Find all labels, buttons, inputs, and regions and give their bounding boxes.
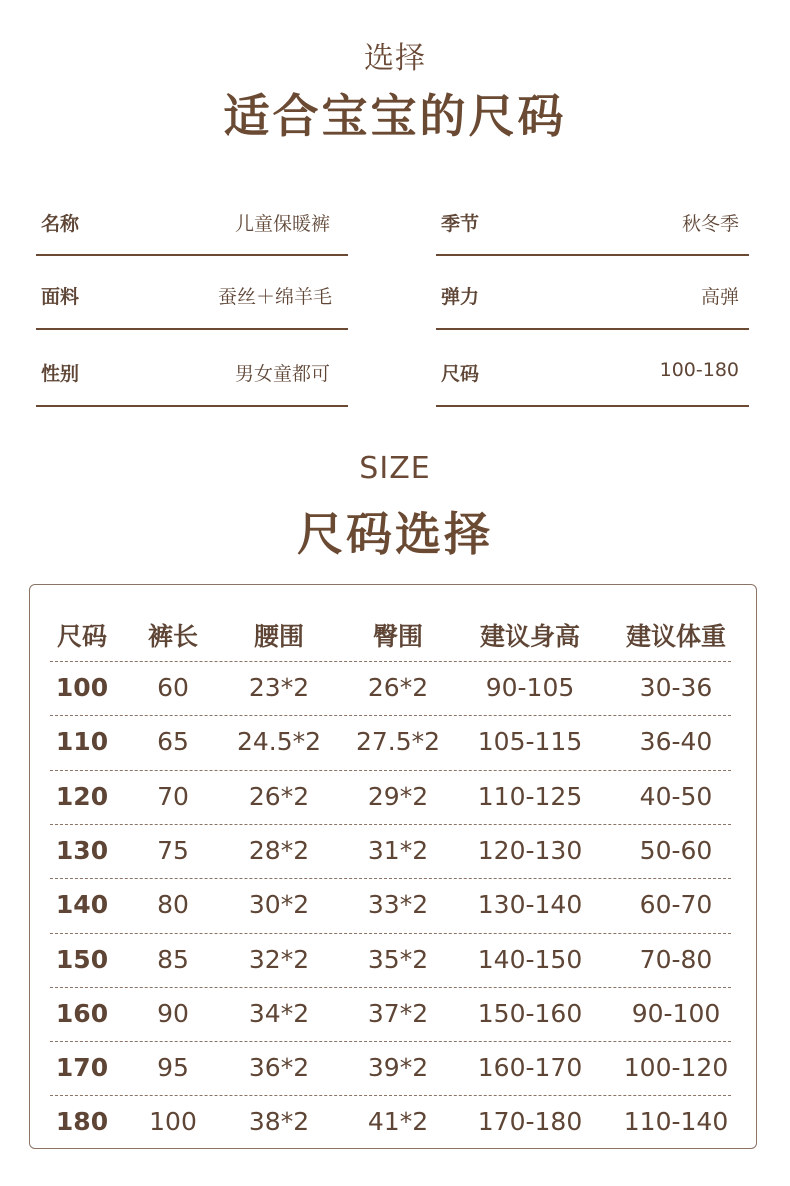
spec-row-name	[36, 205, 348, 256]
cell-length: 70	[157, 781, 189, 811]
cell-height: 140-150	[477, 944, 583, 974]
cell-hip: 39*2	[367, 1053, 429, 1083]
table-row	[0, 933, 790, 987]
spec-label: 名称	[41, 213, 80, 235]
cell-waist: 23*2	[248, 673, 310, 702]
cell-hip: 37*2	[367, 998, 429, 1028]
cell-weight: 30-36	[639, 673, 713, 702]
cell-length: 95	[157, 1053, 189, 1083]
header-hip: 臀围	[372, 622, 424, 651]
size-section-title: 尺码选择	[297, 507, 493, 561]
cell-waist: 34*2	[248, 998, 310, 1028]
spec-row-season	[436, 205, 749, 256]
cell-size: 150	[55, 944, 109, 974]
cell-size: 130	[55, 835, 109, 865]
cell-hip: 31*2	[367, 835, 429, 865]
table-row	[0, 770, 790, 824]
cell-size: 110	[55, 727, 109, 757]
cell-size: 100	[55, 673, 109, 702]
header-length: 裤长	[147, 622, 199, 651]
cell-length: 75	[157, 835, 189, 865]
spec-value: 100-180	[659, 359, 739, 381]
cell-size: 170	[55, 1053, 109, 1083]
spec-row-fabric	[36, 282, 348, 330]
cell-waist: 38*2	[248, 1107, 310, 1137]
cell-weight: 60-70	[639, 890, 713, 920]
cell-height: 120-130	[477, 835, 583, 865]
section-subtitle: 选择	[364, 41, 426, 76]
spec-label: 弹力	[441, 286, 480, 308]
cell-weight: 40-50	[639, 781, 713, 811]
cell-size: 140	[55, 890, 109, 920]
spec-value: 蚕丝＋绵羊毛	[217, 286, 332, 308]
cell-hip: 35*2	[367, 944, 429, 974]
cell-weight: 70-80	[639, 944, 713, 974]
table-row	[0, 1095, 790, 1149]
cell-height: 105-115	[477, 727, 583, 757]
cell-waist: 28*2	[248, 835, 310, 865]
header-waist: 腰围	[253, 622, 305, 651]
cell-weight: 100-120	[623, 1053, 729, 1083]
spec-value: 高弹	[700, 286, 739, 308]
cell-size: 180	[55, 1107, 109, 1137]
cell-length: 65	[157, 727, 189, 757]
spec-label: 面料	[41, 286, 80, 308]
header-size: 尺码	[56, 622, 108, 651]
table-row	[0, 987, 790, 1041]
size-table-header	[0, 617, 790, 657]
cell-length: 100	[149, 1107, 197, 1137]
cell-length: 60	[157, 673, 189, 702]
table-row	[0, 878, 790, 932]
cell-length: 85	[157, 944, 189, 974]
cell-waist: 32*2	[248, 944, 310, 974]
spec-row-gender	[36, 359, 348, 407]
spec-row-elasticity	[436, 282, 749, 330]
cell-hip: 41*2	[367, 1107, 429, 1137]
cell-waist: 26*2	[248, 781, 310, 811]
cell-hip: 33*2	[367, 890, 429, 920]
spec-value: 儿童保暖裤	[234, 213, 330, 235]
size-section-subtitle: SIZE	[359, 451, 431, 486]
spec-label: 季节	[441, 213, 480, 235]
table-row	[0, 661, 790, 715]
cell-weight: 36-40	[639, 727, 713, 757]
table-row	[0, 715, 790, 769]
cell-weight: 110-140	[623, 1107, 729, 1137]
page-title: 适合宝宝的尺码	[223, 89, 567, 143]
cell-hip: 27.5*2	[355, 727, 441, 757]
spec-row-size-range	[436, 359, 749, 407]
cell-waist: 36*2	[248, 1053, 310, 1083]
header-weight: 建议体重	[625, 622, 727, 651]
spec-value: 男女童都可	[234, 363, 330, 385]
spec-label: 尺码	[441, 363, 480, 385]
cell-height: 160-170	[477, 1053, 583, 1083]
cell-length: 90	[157, 998, 189, 1028]
spec-value: 秋冬季	[681, 213, 739, 235]
cell-height: 110-125	[477, 781, 583, 811]
cell-waist: 30*2	[248, 890, 310, 920]
table-row	[0, 824, 790, 878]
header-height: 建议身高	[479, 622, 581, 651]
cell-height: 170-180	[477, 1107, 583, 1137]
cell-hip: 26*2	[367, 673, 429, 702]
table-row	[0, 1041, 790, 1095]
cell-weight: 90-100	[631, 998, 721, 1028]
cell-height: 150-160	[477, 998, 583, 1028]
cell-size: 160	[55, 998, 109, 1028]
cell-length: 80	[157, 890, 189, 920]
cell-hip: 29*2	[367, 781, 429, 811]
cell-size: 120	[55, 781, 109, 811]
spec-label: 性别	[41, 363, 80, 385]
cell-height: 130-140	[477, 890, 583, 920]
cell-waist: 24.5*2	[236, 727, 322, 757]
cell-height: 90-105	[485, 673, 575, 702]
cell-weight: 50-60	[639, 835, 713, 865]
